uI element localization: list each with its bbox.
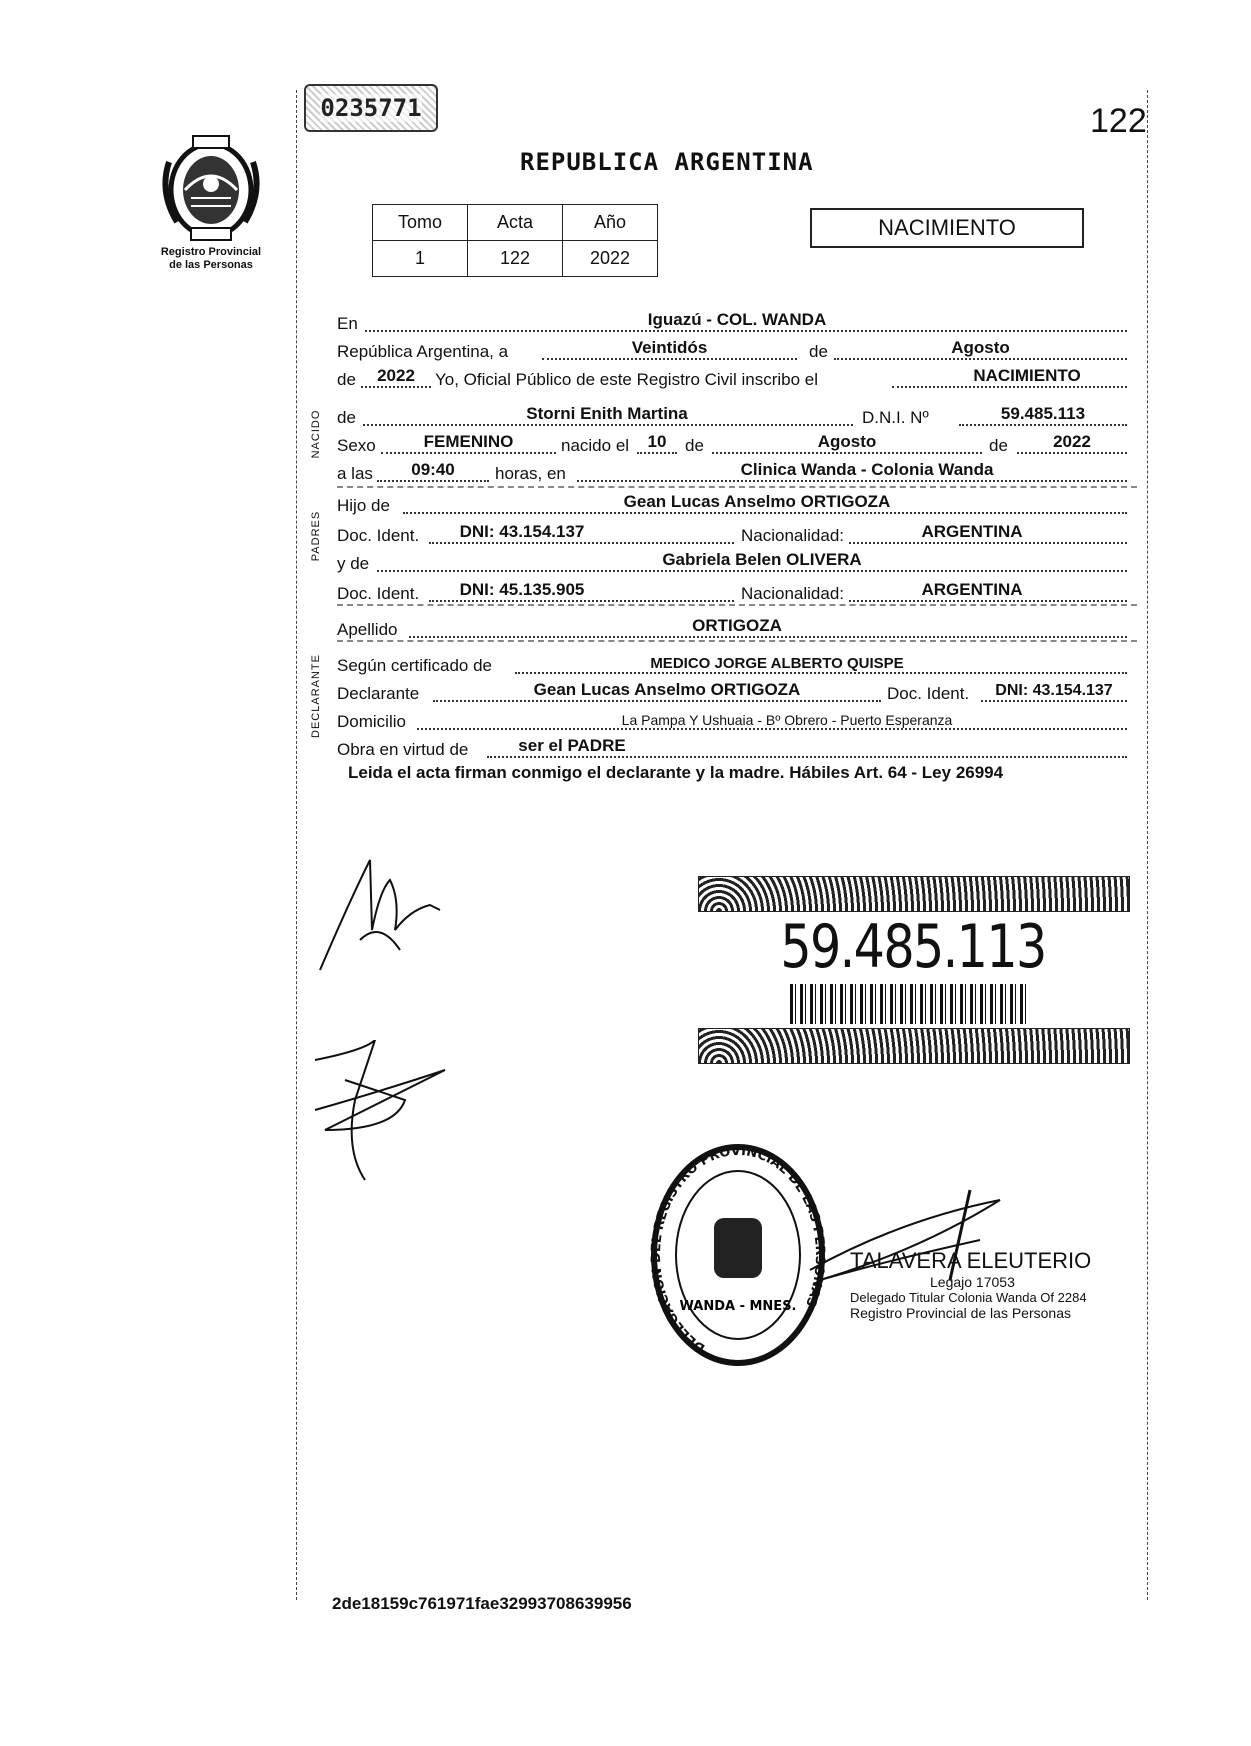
field-en: En Iguazú - COL. WANDA <box>337 312 1127 334</box>
record-type: NACIMIENTO <box>878 215 1016 240</box>
field-certificado: Según certificado de MEDICO JORGE ALBERTO QUISPE <box>337 654 1127 676</box>
field-domicilio: Domicilio La Pampa Y Ushuaia - Bº Obrero - Puerto Esperanza <box>337 710 1127 732</box>
field-fecha: República Argentina, a Veintidós de Agosto <box>337 340 1127 362</box>
field-madre-doc: Doc. Ident. DNI: 45.135.905 Nacionalidad: ARGENTINA <box>337 582 1127 604</box>
dni-banner <box>698 876 1128 1062</box>
page-number: 122 <box>1090 102 1147 140</box>
seal-ring-text: DELEGACION DEL REGISTRO PROVINCIAL DE LAS PERSONAS <box>648 1143 828 1356</box>
field-padre: Hijo de Gean Lucas Anselmo ORTIGOZA <box>337 494 1127 516</box>
closing-text: Leida el acta firman conmigo el declarante y la madre. Hábiles Art. 64 - Ley 26994 <box>348 763 1004 782</box>
section-label-nacido: NACIDO <box>310 409 322 459</box>
provincial-logo <box>155 132 267 242</box>
field-apellido: Apellido ORTIGOZA <box>337 618 1127 640</box>
table-cell: 2022 <box>563 241 658 277</box>
section-divider <box>337 604 1137 606</box>
signature-madre <box>305 1040 465 1190</box>
banner-pattern-bottom <box>698 1028 1130 1064</box>
barcode <box>790 984 1030 1024</box>
official-cargo: Delegado Titular Colonia Wanda Of 2284 <box>850 1290 1087 1305</box>
coat-of-arms-icon <box>155 132 267 242</box>
section-label-padres: PADRES <box>310 510 322 562</box>
serial-stamp: 0235771 <box>304 84 438 132</box>
logo-caption: Registro Provincial de las Personas <box>160 246 262 271</box>
field-oficial: de 2022 Yo, Oficial Público de este Registro Civil inscribo el NACIMIENTO <box>337 368 1127 390</box>
field-hora: a las 09:40 horas, en Clinica Wanda - Colonia Wanda <box>337 462 1127 484</box>
field-nombre: de Storni Enith Martina D.N.I. Nº 59.485.113 <box>337 406 1127 428</box>
lugar-inscripcion: Iguazú - COL. WANDA <box>647 310 827 329</box>
field-obra: Obra en virtud de ser el PADRE <box>337 738 1127 760</box>
signature-declarante <box>310 840 490 980</box>
official-name: TALAVERA ELEUTERIO <box>850 1248 1092 1273</box>
page-title: REPUBLICA ARGENTINA <box>520 148 814 176</box>
left-margin-line <box>296 90 297 1600</box>
table-header: Año <box>563 205 658 241</box>
table-header: Acta <box>468 205 563 241</box>
record-type-box <box>810 208 1084 248</box>
seal-inner-text: WANDA - MNES. <box>679 1299 797 1314</box>
official-stamp <box>850 1248 1120 1321</box>
table-cell: 122 <box>468 241 563 277</box>
footer-hash: 2de18159c761971fae32993708639956 <box>332 1594 632 1613</box>
official-registro: Registro Provincial de las Personas <box>850 1305 1071 1321</box>
section-divider <box>337 640 1137 642</box>
right-margin-line <box>1147 90 1148 1600</box>
table-row <box>373 241 658 277</box>
table-header: Tomo <box>373 205 468 241</box>
field-sexo: Sexo FEMENINO nacido el 10 de Agosto de 2022 <box>337 434 1127 456</box>
field-madre: y de Gabriela Belen OLIVERA <box>337 552 1127 574</box>
dni-number: 59.485.113 <box>780 912 1046 982</box>
record-table <box>372 204 658 277</box>
banner-pattern-top <box>698 876 1130 912</box>
table-cell: 1 <box>373 241 468 277</box>
section-label-declarante: DECLARANTE <box>310 654 322 738</box>
section-divider <box>337 486 1137 488</box>
table-header-row <box>373 205 658 241</box>
field-declarante: Declarante Gean Lucas Anselmo ORTIGOZA Doc. Ident. DNI: 43.154.137 <box>337 682 1127 704</box>
seal-emblem-icon <box>714 1218 762 1278</box>
field-padre-doc: Doc. Ident. DNI: 43.154.137 Nacionalidad: ARGENTINA <box>337 524 1127 546</box>
official-legajo: Legajo 17053 <box>930 1274 1015 1290</box>
